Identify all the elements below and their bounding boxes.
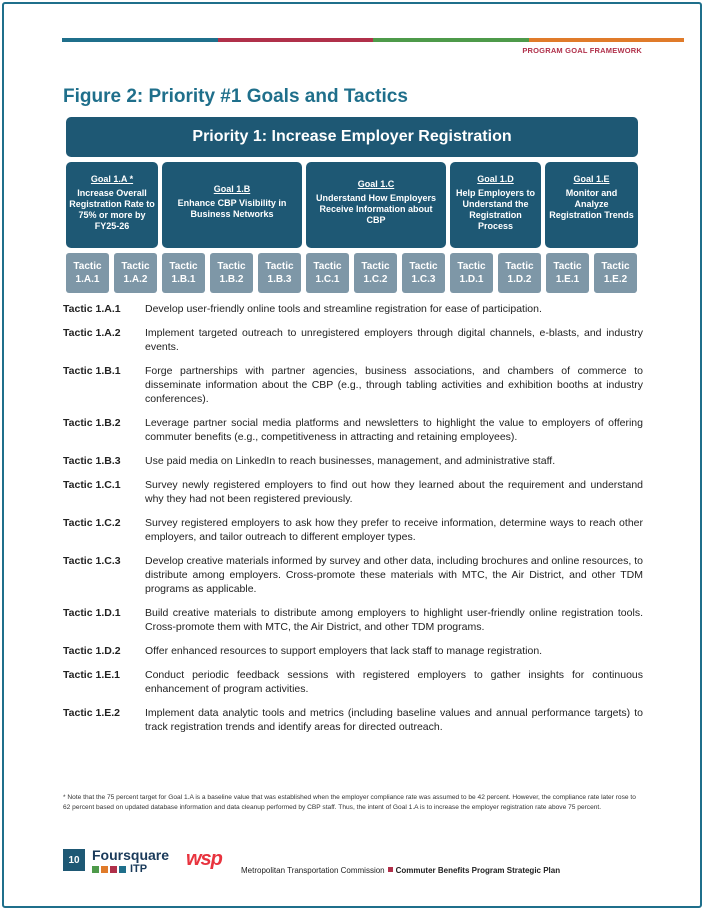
foursquare-logo: Foursquare ITP xyxy=(92,847,170,875)
tactic-text: Offer enhanced resources to support employers that lack staff to manage registration. xyxy=(145,645,543,657)
footnote: * Note that the 75 percent target for Goal 1.A is a baseline value that was established when the employer compliance rate was assumed to be 42 percent. However, the compliance rate later rose to 62 percent based on updated database information and data cleanup performed by CBP staff. Thus, the intent of Goal 1.A is to increase the employer registration rate above 75 percent. xyxy=(63,794,636,811)
tactic-label: Tactic 1.B.3 xyxy=(63,455,121,467)
tactic-label: Tactic 1.E.2 xyxy=(63,707,121,719)
tactic-row xyxy=(63,454,643,468)
tactic-label: Tactic 1.A.2 xyxy=(63,327,121,339)
separator-icon xyxy=(388,867,393,872)
tactic-row xyxy=(63,478,643,506)
tactic-box-1c1: Tactic 1.C.1 xyxy=(306,253,349,293)
tactic-text: Develop user-friendly online tools and streamline registration for ease of participation. xyxy=(145,303,542,315)
tactic-label: Tactic 1.C.1 xyxy=(63,479,121,491)
tactic-text: Leverage partner social media platforms and newsletters to highlight the value to employers of offering commuter benefits (e.g., competitiveness in attracting and retaining employees). xyxy=(145,417,643,443)
goal-name: Goal 1.C xyxy=(357,179,395,189)
tactic-label: Tactic 1.B.1 xyxy=(63,365,121,377)
goal-box-1b xyxy=(162,162,302,248)
goal-box-1c xyxy=(306,162,446,248)
tactic-label: Tactic 1.D.1 xyxy=(63,607,121,619)
tactic-box-1e1: Tactic 1.E.1 xyxy=(546,253,589,293)
wsp-logo: wsp xyxy=(186,848,222,870)
tactic-row xyxy=(63,416,643,444)
tactic-box-1d1: Tactic 1.D.1 xyxy=(450,253,493,293)
tactic-text: Conduct periodic feedback sessions with registered employers to gather insights for continuous enhancement of program activities. xyxy=(145,669,643,695)
tactic-row xyxy=(63,302,643,316)
tactic-text: Forge partnerships with partner agencies, business associations, and chambers of commerce to disseminate information about the CBP (e.g., through tabling activities and exhibition booths at industry conferences). xyxy=(145,365,643,405)
tactic-text: Survey newly registered employers to find out how they learned about the requirement and understand why they had not been registered previously. xyxy=(145,479,643,505)
tactic-row xyxy=(63,606,643,634)
tactic-box-1d2: Tactic 1.D.2 xyxy=(498,253,541,293)
goal-name: Goal 1.A * xyxy=(90,174,134,184)
goal-text: Increase Overall Registration Rate to 75% or more by FY25-26 xyxy=(69,188,155,231)
footer-org: Metropolitan Transportation Commission xyxy=(241,866,385,875)
tactic-label: Tactic 1.C.3 xyxy=(63,555,121,567)
goal-text: Monitor and Analyze Registration Trends xyxy=(549,188,634,220)
tactic-label: Tactic 1.A.1 xyxy=(63,303,121,315)
tactic-box-1b1: Tactic 1.B.1 xyxy=(162,253,205,293)
tactic-text: Use paid media on LinkedIn to reach businesses, management, and administrative staff. xyxy=(145,455,556,467)
tactic-box-1c3: Tactic 1.C.3 xyxy=(402,253,445,293)
goal-text: Help Employers to Understand the Registration Process xyxy=(455,188,536,231)
section-label: PROGRAM GOAL FRAMEWORK xyxy=(522,46,642,55)
footer-doc-title: Commuter Benefits Program Strategic Plan xyxy=(395,866,561,875)
tactic-row xyxy=(63,364,643,406)
tactic-row xyxy=(63,326,643,354)
tactic-row xyxy=(63,644,643,658)
tactic-list xyxy=(63,302,643,744)
goal-box-1a xyxy=(66,162,158,248)
tactic-box-1b3: Tactic 1.B.3 xyxy=(258,253,301,293)
tactic-row xyxy=(63,554,643,596)
tactic-label: Tactic 1.D.2 xyxy=(63,645,121,657)
tactic-label: Tactic 1.B.2 xyxy=(63,417,121,429)
tactic-label: Tactic 1.C.2 xyxy=(63,517,121,529)
figure-title: Figure 2: Priority #1 Goals and Tactics xyxy=(63,86,408,107)
tactic-row xyxy=(63,516,643,544)
tactic-label: Tactic 1.E.1 xyxy=(63,669,121,681)
footer-credit xyxy=(241,866,560,875)
tactic-row xyxy=(63,706,643,734)
priority-banner: Priority 1: Increase Employer Registration xyxy=(66,117,638,157)
tactic-text: Implement data analytic tools and metrics (including baseline values and annual performance targets) to track registration trends and identify areas for directed outreach. xyxy=(145,707,643,733)
page-number: 10 xyxy=(63,849,85,871)
header-stripes xyxy=(62,38,684,42)
tactic-text: Survey registered employers to ask how they prefer to receive information, determine ways to reach other employers, and tailor outreach to different employer types. xyxy=(145,517,643,543)
tactic-text: Develop creative materials informed by survey and other data, including brochures and online resources, to distribute among employers. Cross-promote these materials with MTC, the Air District, and other TDM programs as applicable. xyxy=(145,555,643,595)
goal-name: Goal 1.D xyxy=(477,174,514,184)
goal-text: Enhance CBP Visibility in Business Networks xyxy=(177,198,287,219)
goal-text: Understand How Employers Receive Information about CBP xyxy=(315,193,437,225)
goal-name: Goal 1.B xyxy=(213,184,251,194)
tactic-text: Implement targeted outreach to unregistered employers through digital channels, e-blasts, and industry events. xyxy=(145,327,643,353)
goal-box-1e xyxy=(545,162,638,248)
tactic-box-1c2: Tactic 1.C.2 xyxy=(354,253,397,293)
tactic-text: Build creative materials to distribute among employers to highlight user-friendly online registration tools. Cross-promote them with MTC, the Air District, and other TDM programs. xyxy=(145,607,643,633)
tactic-box-1b2: Tactic 1.B.2 xyxy=(210,253,253,293)
tactic-box-1a2: Tactic 1.A.2 xyxy=(114,253,157,293)
tactic-box-1e2: Tactic 1.E.2 xyxy=(594,253,637,293)
goal-name: Goal 1.E xyxy=(573,174,610,184)
goal-box-1d xyxy=(450,162,541,248)
tactic-box-1a1: Tactic 1.A.1 xyxy=(66,253,109,293)
tactic-row xyxy=(63,668,643,696)
